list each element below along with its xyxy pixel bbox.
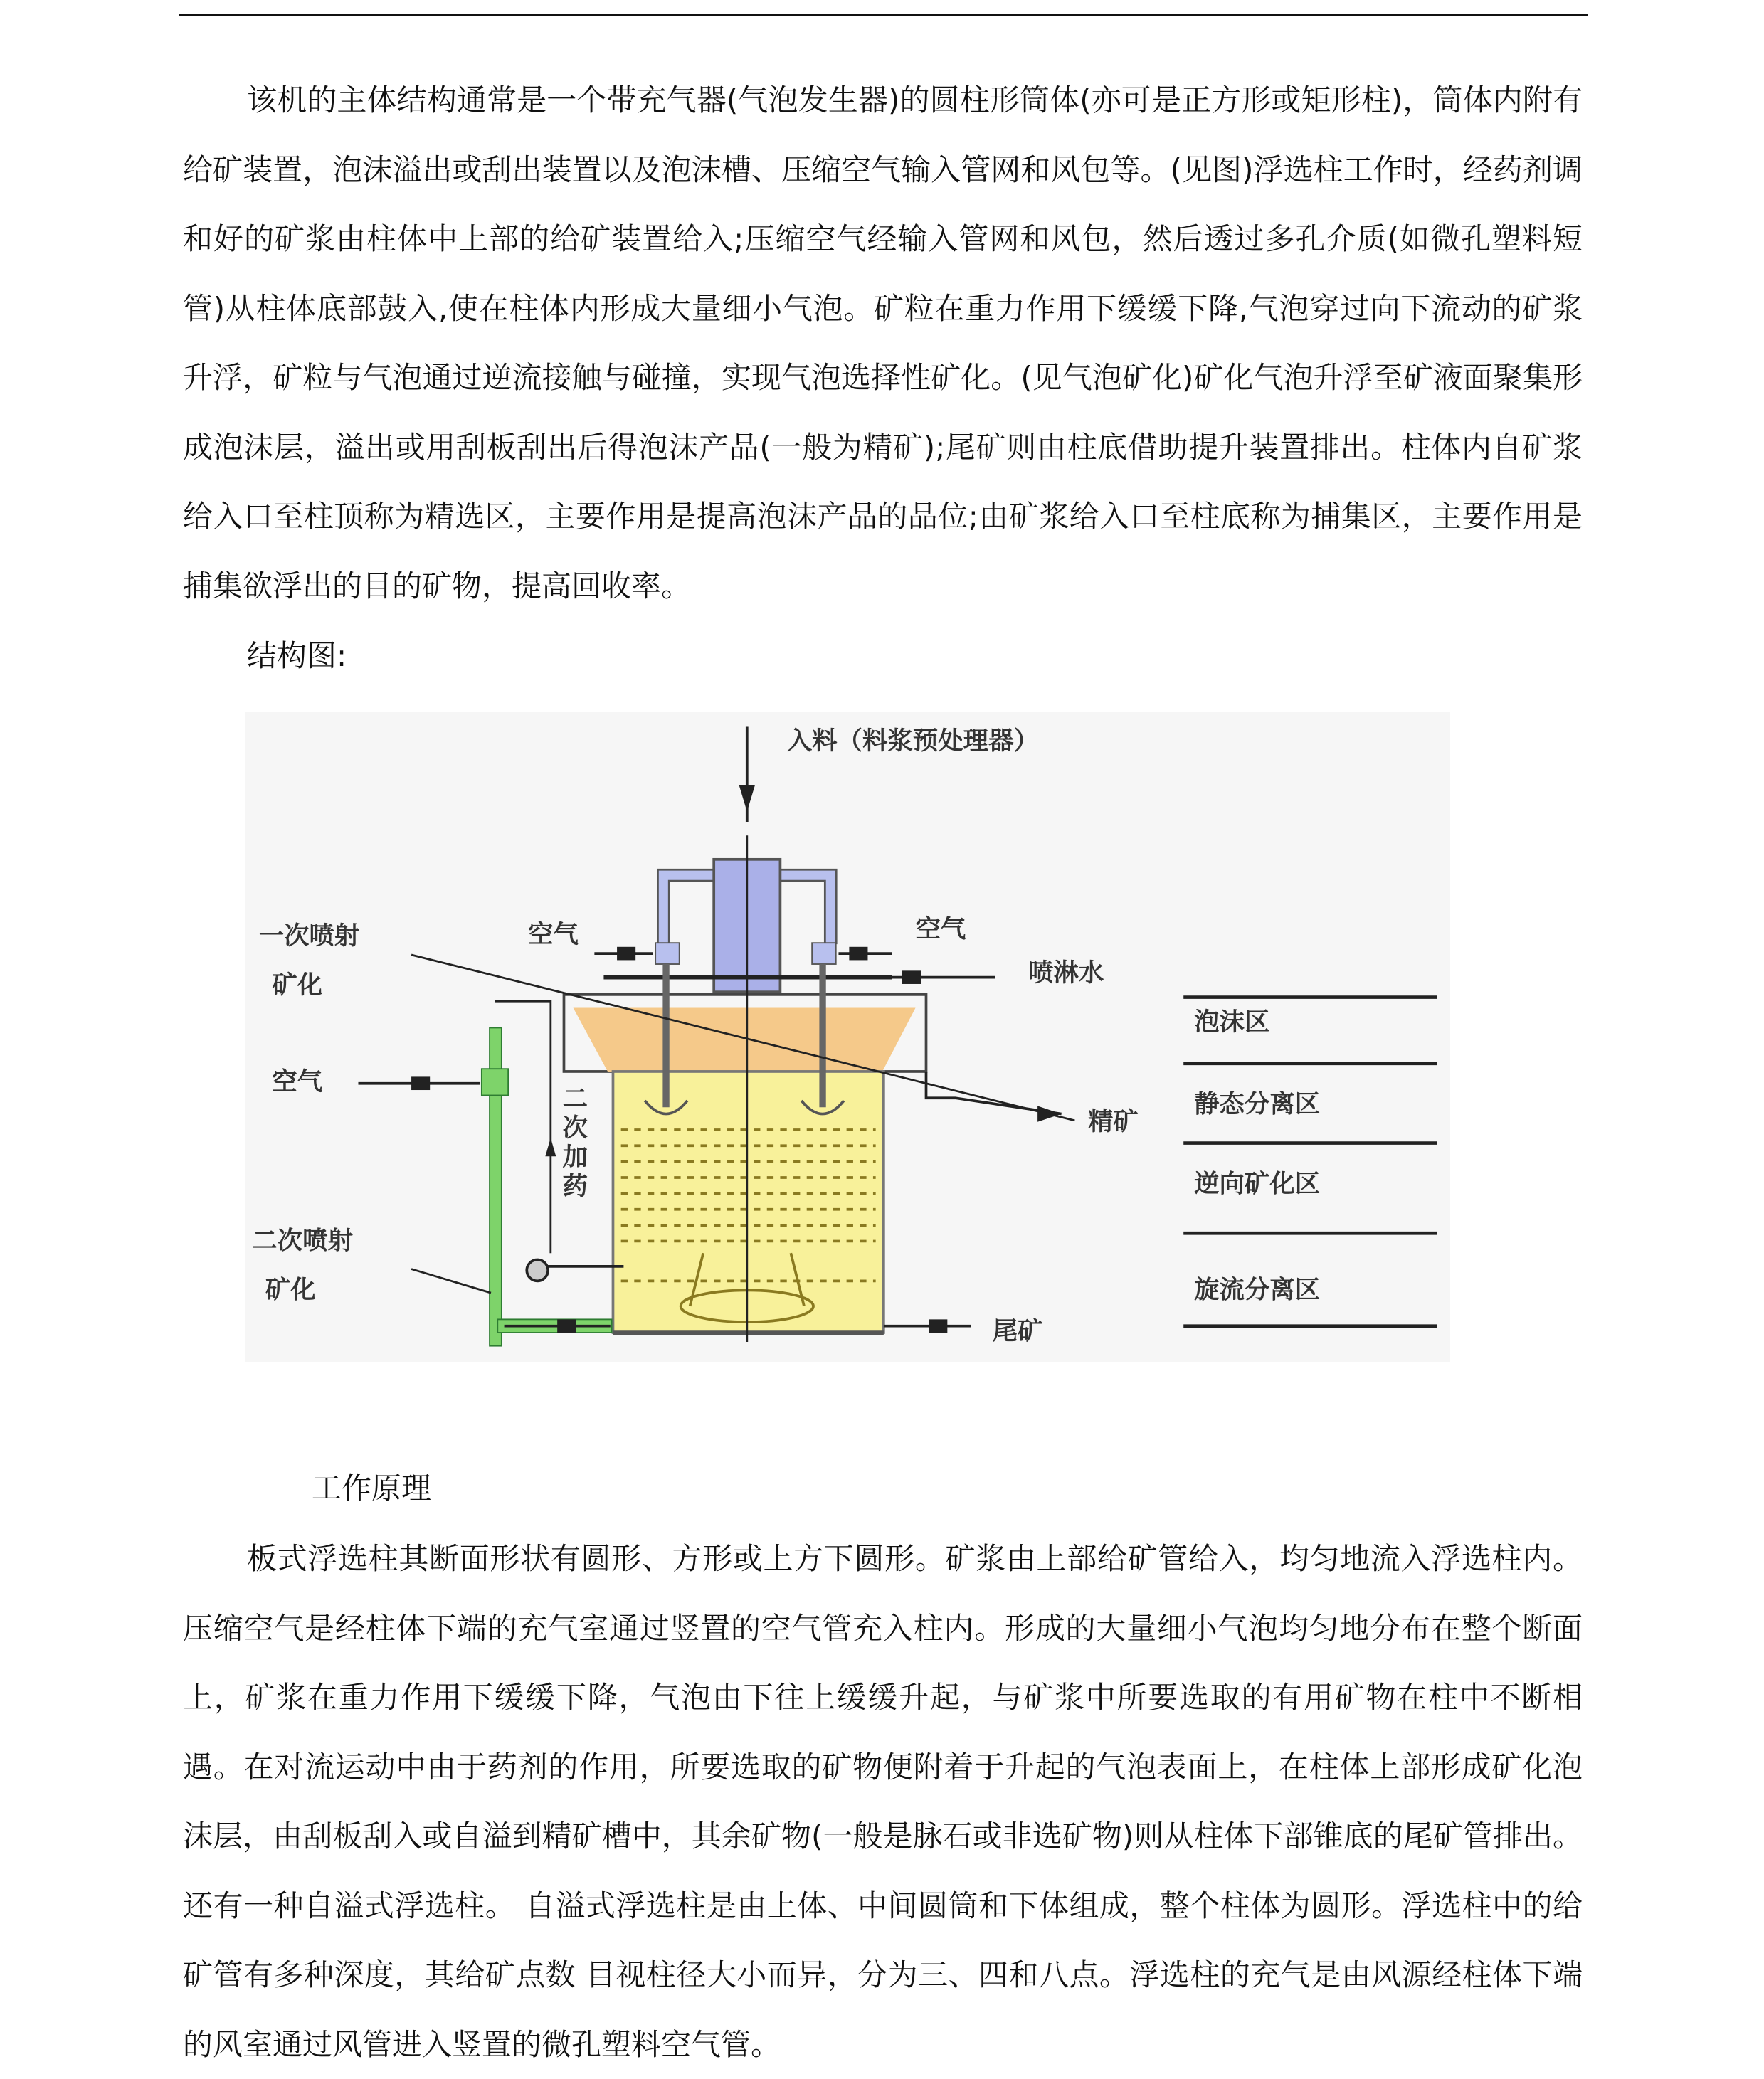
air-left-arrow [617, 947, 635, 961]
zone-froth: 泡沫区 [1194, 1007, 1270, 1037]
concentrate-label: 精矿 [1087, 1106, 1139, 1136]
spray-water-arrow [902, 970, 921, 984]
dose-char-4: 药 [562, 1172, 588, 1202]
secondary-jet-label-1: 二次喷射 [252, 1226, 354, 1256]
section-heading: 工作原理 [312, 1471, 432, 1506]
air-right-label: 空气 [915, 914, 966, 944]
spray-water-label: 喷淋水 [1028, 958, 1104, 988]
header-rule [179, 14, 1588, 16]
right-fitting [812, 943, 836, 964]
air-left-label: 空气 [528, 920, 579, 950]
air-side-arrow [411, 1076, 430, 1090]
air-side-label: 空气 [272, 1067, 323, 1097]
principle-paragraph: 板式浮选柱其断面形状有圆形、方形或上方下圆形。矿浆由上部给矿管给入，均匀地流入浮选柱内。压缩空气是经柱体下端的充气室通过竖置的空气管充入柱内。形成的大量细小气泡均匀地分布在整个断面上，矿浆在重力作用下缓缓下降，气泡由下往上缓缓升起，与矿浆中所要选取的有用矿物在柱中不断相遇。在对流运动中由于药剂的作用，所要选取的矿物便附着于升起的气泡表面上，在柱体上部形成矿化泡沫层，由刮板刮入或自溢到精矿槽中，其余矿物(一般是脉石或非选矿物)则从柱体下部锥底的尾矿管排出。 还有一种自溢式浮选柱。 自溢式浮选柱是由上体、中间圆筒和下体组成，整个柱体为圆形。浮选柱中的给矿管有多种深度，其给矿点数 目视柱径大小而异，分为三、四和八点。浮选柱的充气是由风源经柱体下端的风室通过风管进入竖置的微孔塑料空气管。 [183, 1541, 1583, 2062]
froth-zone [574, 1008, 916, 1072]
tailings-label: 尾矿 [992, 1316, 1043, 1346]
dose-char-3: 加 [562, 1143, 588, 1173]
dose-char-2: 次 [562, 1113, 588, 1143]
pump-icon [527, 1260, 548, 1281]
tee-arrow [557, 1319, 576, 1333]
secondary-jet-label-2: 矿化 [265, 1275, 316, 1305]
intro-paragraph: 该机的主体结构通常是一个带充气器(气泡发生器)的圆柱形筒体(亦可是正方形或矩形柱)，筒体内附有给矿装置，泡沫溢出或刮出装置以及泡沫槽、压缩空气输入管网和风包等。(见图)浮选柱工作时，经药剂调和好的矿浆由柱体中上部的给矿装置给入;压缩空气经输入管网和风包，然后透过多孔介质(如微孔塑料短管)从柱体底部鼓入,使在柱体内形成大量细小气泡。矿粒在重力作用下缓缓下降,气泡穿过向下流动的矿浆升浮，矿粒与气泡通过逆流接触与碰撞，实现气泡选择性矿化。(见气泡矿化)矿化气泡升浮至矿液面聚集形成泡沫层，溢出或用刮板刮出后得泡沫产品(一般为精矿);尾矿则由柱底借助提升装置排出。柱体内自矿浆给入口至柱顶称为精选区，主要作用是提高泡沫产品的品位;由矿浆给入口至柱底称为捕集区，主要作用是捕集欲浮出的目的矿物，提高回收率。 [183, 83, 1583, 603]
primary-jet-label-2: 矿化 [272, 970, 323, 1000]
zone-reverse-mineralization: 逆向矿化区 [1194, 1169, 1321, 1199]
zone-cyclone-separation: 旋流分离区 [1194, 1275, 1321, 1305]
air-right-arrow [849, 947, 867, 961]
primary-jet-label-1: 一次喷射 [258, 921, 360, 951]
left-fitting [655, 943, 680, 964]
dose-char-1: 二 [562, 1084, 588, 1114]
secondary-air-fitting [482, 1069, 508, 1095]
feed-label: 入料（料浆预处理器） [786, 726, 1039, 756]
zone-static-separation: 静态分离区 [1194, 1089, 1321, 1119]
tailings-arrow [929, 1319, 947, 1333]
figure-caption: 结构图: [247, 638, 347, 673]
flotation-column-diagram [245, 712, 1450, 1362]
